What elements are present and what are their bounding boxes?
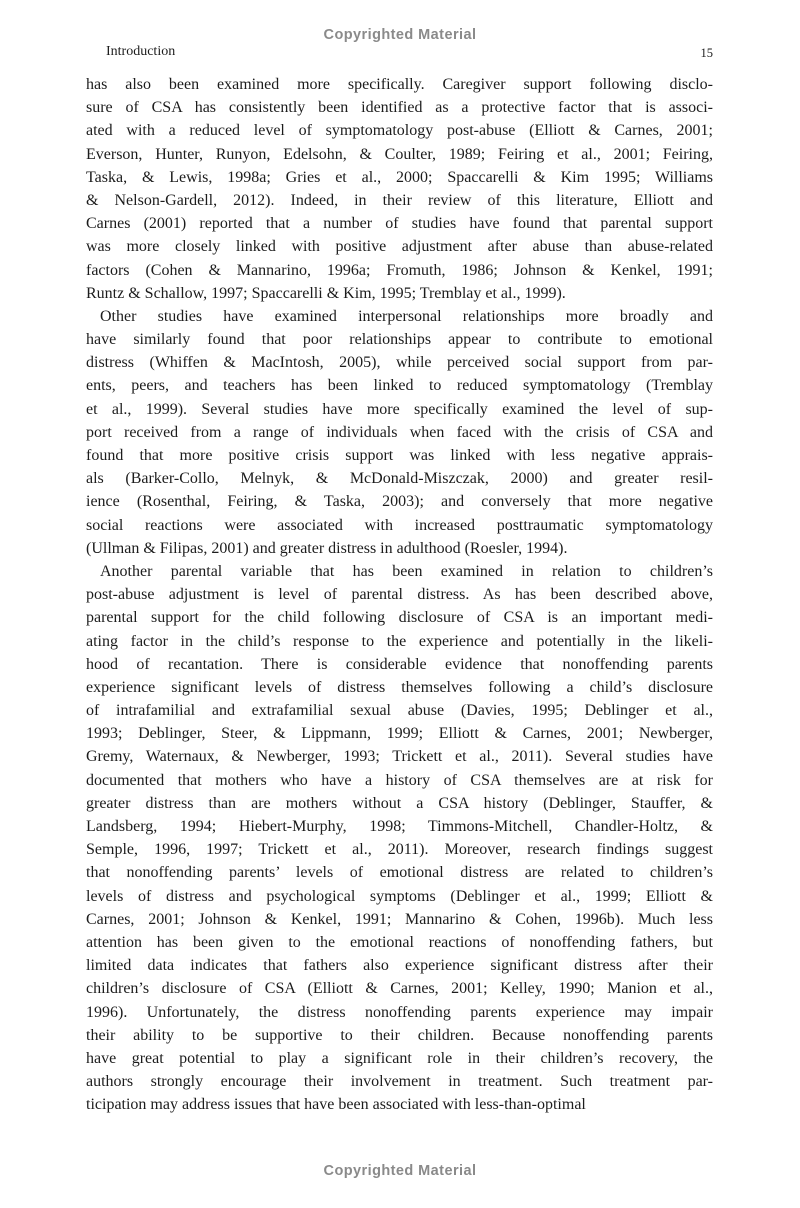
text-line: et al., 1999). Several studies have more specifically examined the level of sup- [86, 400, 713, 418]
text-line: Carnes (2001) reported that a number of studies have found that parental support [86, 215, 713, 233]
text-line: children’s disclosure of CSA (Elliott & Carnes, 2001; Kelley, 1990; Manion et al., [86, 980, 713, 998]
text-line: ating factor in the child’s response to the experience and potentially in the likeli- [86, 632, 713, 650]
text-line: experience significant levels of distress themselves following a child’s disclosure [86, 678, 713, 696]
text-line: was more closely linked with positive adjustment after abuse than abuse-related [86, 238, 713, 256]
text-line: their ability to be supportive to their children. Because nonoffending parents [86, 1026, 713, 1044]
text-line: limited data indicates that fathers also experience significant distress after their [86, 957, 713, 975]
text-line: Another parental variable that has been examined in relation to children’s [100, 562, 713, 580]
copyright-notice-bottom: Copyrighted Material [323, 1163, 477, 1179]
text-line: distress (Whiffen & MacIntosh, 2005), while perceived social support from par- [86, 354, 713, 372]
text-line: sure of CSA has consistently been identified as a protective factor that is associ- [86, 99, 713, 117]
text-line: Landsberg, 1994; Hiebert-Murphy, 1998; Timmons-Mitchell, Chandler-Holtz, & [86, 818, 713, 835]
text-line: have similarly found that poor relationships appear to contribute to emotional [86, 331, 713, 349]
text-line: ticipation may address issues that have been associated with less-than-optimal [86, 1096, 586, 1114]
text-line: factors (Cohen & Mannarino, 1996a; Fromuth, 1986; Johnson & Kenkel, 1991; [86, 261, 713, 279]
text-line: documented that mothers who have a history of CSA themselves are at risk for [86, 771, 713, 789]
text-line: & Nelson-Gardell, 2012). Indeed, in their review of this literature, Elliott and [86, 191, 713, 209]
text-line: (Ullman & Filipas, 2001) and greater distress in adulthood (Roesler, 1994). [86, 539, 568, 557]
text-line: Everson, Hunter, Runyon, Edelsohn, & Coulter, 1989; Feiring et al., 2001; Feiring, [86, 145, 713, 163]
text-line: port received from a range of individuals when faced with the crisis of CSA and [86, 423, 713, 441]
text-line: greater distress than are mothers without a CSA history (Deblinger, Stauffer, & [86, 794, 713, 812]
text-line: Carnes, 2001; Johnson & Kenkel, 1991; Mannarino & Cohen, 1996b). Much less [86, 910, 713, 928]
text-line: Gremy, Waternaux, & Newberger, 1993; Trickett et al., 2011). Several studies have [86, 748, 713, 766]
text-line: authors strongly encourage their involvement in treatment. Such treatment par- [86, 1073, 713, 1091]
text-line: Semple, 1996, 1997; Trickett et al., 2011). Moreover, research findings suggest [86, 841, 713, 859]
text-line: has also been examined more specifically. Caregiver support following disclo- [86, 76, 713, 93]
text-line: attention has been given to the emotional reactions of nonoffending fathers, but [86, 933, 713, 951]
paragraph [86, 73, 713, 305]
text-line: 1996). Unfortunately, the distress nonoffending parents experience may impair [86, 1003, 713, 1021]
text-line: Taska, & Lewis, 1998a; Gries et al., 2000; Spaccarelli & Kim 1995; Williams [86, 168, 713, 186]
running-head: Introduction [106, 44, 176, 59]
paragraph [86, 560, 713, 1117]
text-line: ience (Rosenthal, Feiring, & Taska, 2003); and conversely that more negative [86, 493, 713, 511]
text-line: 1993; Deblinger, Steer, & Lippmann, 1999; Elliott & Carnes, 2001; Newberger, [86, 725, 713, 743]
text-block [86, 73, 713, 1116]
text-line: have great potential to play a significant role in their children’s recovery, the [86, 1049, 713, 1067]
text-line: als (Barker-Collo, Melnyk, & McDonald-Miszczak, 2000) and greater resil- [86, 470, 713, 488]
text-line: Runtz & Schallow, 1997; Spaccarelli & Kim, 1995; Tremblay et al., 1999). [86, 284, 566, 302]
text-line: social reactions were associated with increased posttraumatic symptomatology [86, 516, 713, 534]
text-line: hood of recantation. There is considerable evidence that nonoffending parents [86, 655, 713, 673]
text-line: ated with a reduced level of symptomatology post-abuse (Elliott & Carnes, 2001; [86, 122, 713, 140]
text-line: parental support for the child following disclosure of CSA is an important medi- [86, 609, 713, 627]
text-line: ents, peers, and teachers has been linked to reduced symptomatology (Tremblay [86, 377, 713, 395]
text-line: Other studies have examined interpersonal relationships more broadly and [100, 307, 713, 325]
page-number: 15 [700, 46, 713, 60]
paragraph [86, 305, 713, 560]
copyright-notice-top: Copyrighted Material [323, 27, 477, 43]
text-line: levels of distress and psychological symptoms (Deblinger et al., 1999; Elliott & [86, 887, 713, 905]
text-line: of intrafamilial and extrafamilial sexual abuse (Davies, 1995; Deblinger et al., [86, 702, 713, 720]
text-line: post-abuse adjustment is level of parental distress. As has been described above, [86, 586, 713, 604]
text-line: found that more positive crisis support was linked with less negative apprais- [86, 447, 713, 464]
text-line: that nonoffending parents’ levels of emotional distress are related to children’s [86, 864, 713, 882]
